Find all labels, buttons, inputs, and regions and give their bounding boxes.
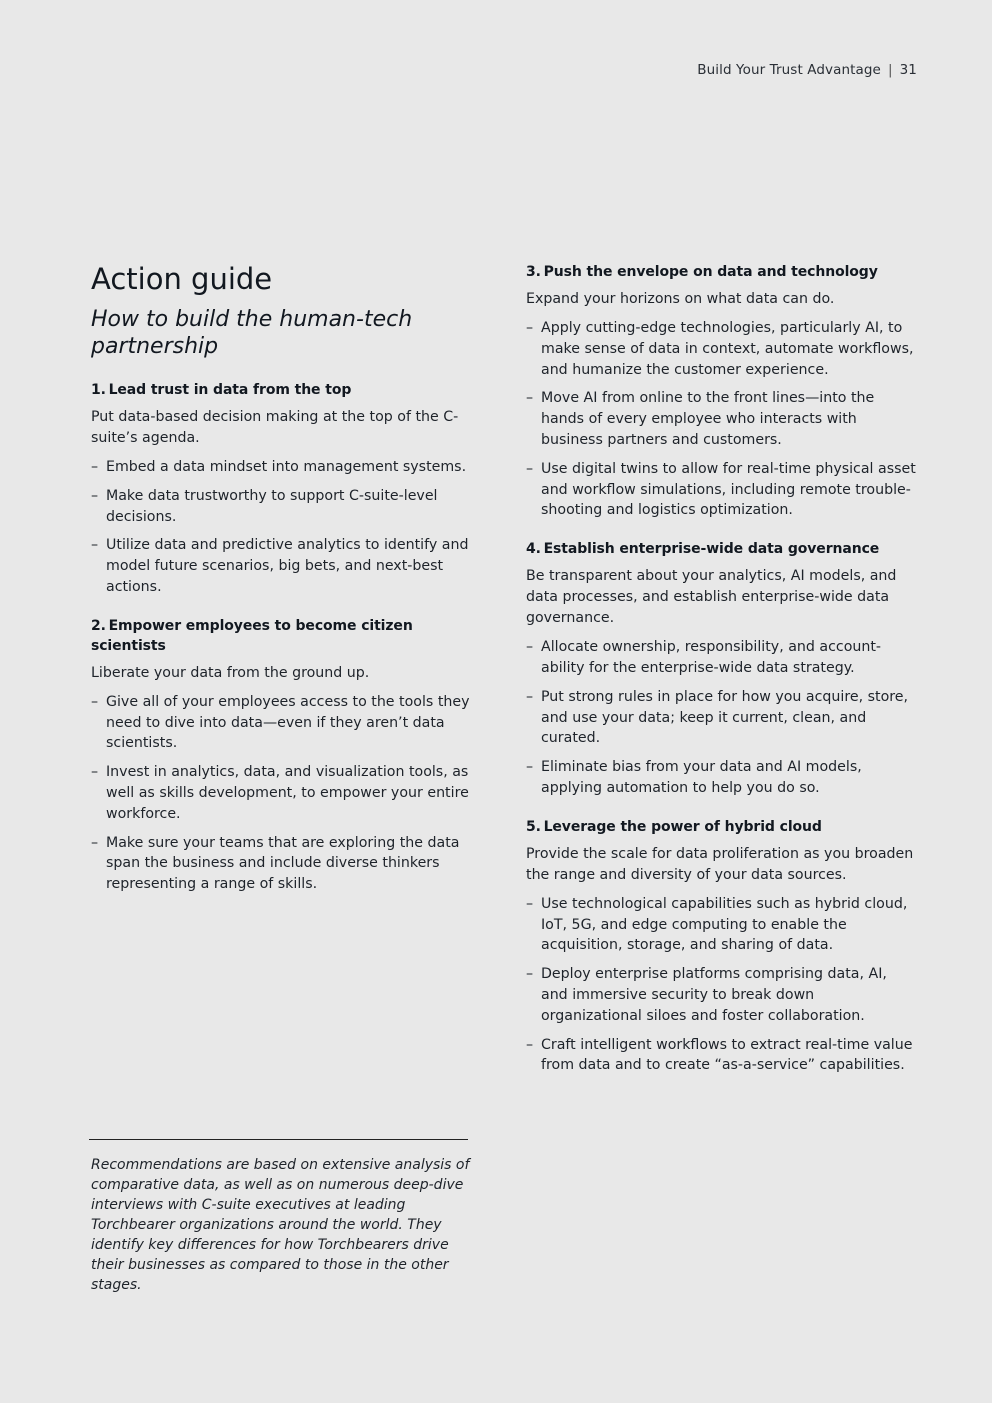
section-intro: Expand your horizons on what data can do. [526, 291, 835, 307]
list-item-text: Make data trustworthy to support C-suite-level decisions. [106, 487, 438, 525]
section-intro: Provide the scale for data proliferation as you broaden the range and diversity of your data sources. [526, 845, 914, 883]
dash-bullet: – [91, 764, 99, 781]
dash-bullet: – [526, 966, 534, 983]
dash-bullet: – [526, 759, 534, 776]
section-heading [526, 817, 918, 837]
list-item [526, 894, 918, 956]
header-separator: | [887, 62, 893, 78]
list-item-text: Use technological capabilities such as hybrid cloud, IoT, 5G, and edge computing to enable the acquisition, storage, and sharing of data. [541, 895, 908, 954]
list-item-text: Allocate ownership, responsibility, and account-ability for the enterprise-wide data strategy. [541, 639, 882, 676]
list-item [526, 687, 918, 749]
list-item [91, 692, 475, 754]
list-item-text: Invest in analytics, data, and visualization tools, as well as skills development, to empower your entire workforce. [106, 764, 469, 822]
dash-bullet: – [91, 487, 99, 504]
dash-bullet: – [526, 688, 534, 705]
dash-bullet: – [91, 834, 99, 851]
page-title: Action guide [91, 262, 273, 296]
section-heading [91, 380, 475, 400]
list-item [526, 459, 918, 521]
page-subtitle: How to build the human-tech partnership [91, 307, 413, 359]
dash-bullet: – [526, 895, 534, 912]
list-item-text: Eliminate bias from your data and AI models, applying automation to help you do so. [541, 759, 862, 796]
list-item-text: Put strong rules in place for how you acquire, store, and use your data; keep it current, clean, and curated. [541, 688, 909, 747]
list-item [91, 833, 475, 895]
list-item [526, 388, 918, 450]
list-item-text: Move AI from online to the front lines—into the hands of every employee who interacts with business partners and customers. [541, 390, 875, 448]
section-intro: Put data-based decision making at the top of the C-suite’s agenda. [91, 409, 459, 446]
list-item [91, 486, 475, 528]
section-title: Push the envelope on data and technology [543, 264, 878, 280]
running-title: Build Your Trust Advantage [697, 62, 881, 78]
list-item-text: Craft intelligent workflows to extract real-time value from data and to create “as-a-service” capabilities. [541, 1036, 913, 1074]
list-item-text: Make sure your teams that are exploring the data span the business and include diverse thinkers representing a range of skills. [106, 834, 460, 893]
section-heading [526, 539, 918, 559]
page-number: 31 [899, 62, 917, 78]
dash-bullet: – [526, 390, 534, 407]
section-number: 2. [91, 617, 106, 634]
list-item-text: Deploy enterprise platforms comprising data, AI, and immersive security to break down organizational siloes and foster collaboration. [541, 966, 887, 1024]
dash-bullet: – [526, 460, 534, 477]
bullet-list [526, 637, 918, 799]
dash-bullet: – [91, 459, 99, 475]
section-intro: Liberate your data from the ground up. [91, 664, 370, 681]
action-section [526, 539, 918, 799]
dash-bullet: – [91, 693, 99, 710]
action-section [526, 262, 918, 521]
section-number: 1. [91, 382, 106, 398]
list-item [526, 1035, 918, 1077]
list-item-text: Embed a data mindset into management systems. [106, 459, 467, 475]
section-heading [526, 262, 918, 282]
section-number: 5. [526, 818, 541, 835]
footnote-divider [89, 1139, 468, 1140]
dash-bullet: – [526, 1036, 534, 1053]
action-section [526, 817, 918, 1076]
list-item [91, 535, 475, 597]
section-heading [91, 616, 475, 656]
right-column [526, 262, 918, 1094]
right-sections [526, 262, 918, 1076]
action-section [91, 380, 475, 598]
section-title: Empower employees to become citizen scientists [91, 617, 413, 654]
section-number: 3. [526, 264, 541, 280]
section-title: Leverage the power of hybrid cloud [543, 818, 822, 835]
list-item-text: Give all of your employees access to the tools they need to dive into data—even if they aren’t data scientists. [106, 693, 470, 752]
running-header [697, 62, 917, 78]
dash-bullet: – [91, 537, 99, 554]
bullet-list [91, 692, 475, 895]
dash-bullet: – [526, 320, 534, 336]
left-column [91, 262, 475, 913]
list-item-text: Utilize data and predictive analytics to identify and model future scenarios, big bets, and next-best actions. [106, 537, 469, 595]
list-item [91, 457, 475, 478]
dash-bullet: – [526, 639, 534, 656]
list-item [526, 318, 918, 380]
list-item [91, 762, 475, 824]
section-intro: Be transparent about your analytics, AI models, and data processes, and establish enterprise-wide data governance. [526, 568, 897, 627]
action-section [91, 616, 475, 895]
list-item [526, 637, 918, 679]
bullet-list [526, 894, 918, 1076]
section-title: Establish enterprise-wide data governance [543, 541, 880, 558]
bullet-list [526, 318, 918, 521]
list-item [526, 964, 918, 1026]
footnote-text: Recommendations are based on extensive analysis of comparative data, as well as on numerous deep-dive interviews with C-suite executives at leading Torchbearer organizations around the world. They identify key differences for how Torchbearers drive their businesses as compared to those in the other stages. [91, 1157, 470, 1293]
section-title: Lead trust in data from the top [108, 382, 352, 398]
list-item [526, 757, 918, 799]
left-sections [91, 380, 475, 895]
section-number: 4. [526, 541, 541, 558]
list-item-text: Apply cutting-edge technologies, particularly AI, to make sense of data in context, automate workflows, and humanize the customer experience. [541, 320, 914, 378]
bullet-list [91, 457, 475, 598]
list-item-text: Use digital twins to allow for real-time physical asset and workflow simulations, including remote trouble-shooting and logistics optimization. [541, 460, 916, 519]
